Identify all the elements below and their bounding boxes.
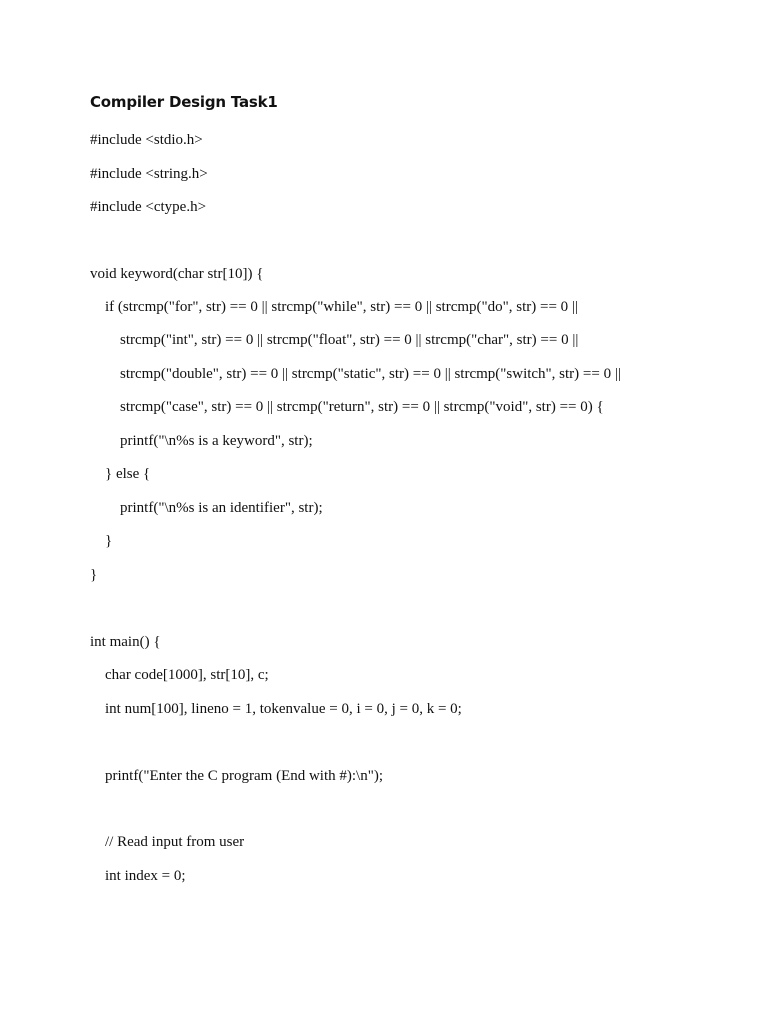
code-line-if-condition-2: strcmp("int", str) == 0 || strcmp("float", str) == 0 || strcmp("char", str) == 0 ||	[120, 332, 579, 348]
code-line-close-if: }	[105, 533, 113, 549]
document-title: Compiler Design Task1	[90, 93, 278, 111]
code-line-if-condition-1: if (strcmp("for", str) == 0 || strcmp("while", str) == 0 || strcmp("do", str) == 0 ||	[105, 299, 578, 315]
code-line-keyword-signature: void keyword(char str[10]) {	[90, 266, 264, 282]
code-line-printf-prompt: printf("Enter the C program (End with #):\n");	[105, 768, 384, 784]
code-line-close-function: }	[90, 567, 98, 583]
code-line-include-stdio: #include <stdio.h>	[90, 132, 203, 148]
code-line-int-declaration: int num[100], lineno = 1, tokenvalue = 0, i = 0, j = 0, k = 0;	[105, 701, 462, 717]
code-line-if-condition-3: strcmp("double", str) == 0 || strcmp("static", str) == 0 || strcmp("switch", str) == 0 ||	[120, 366, 621, 382]
code-line-include-string: #include <string.h>	[90, 166, 208, 182]
code-line-int-index: int index = 0;	[105, 868, 186, 884]
code-line-main-signature: int main() {	[90, 634, 161, 650]
code-line-include-ctype: #include <ctype.h>	[90, 199, 207, 215]
code-line-char-declaration: char code[1000], str[10], c;	[105, 667, 269, 683]
code-line-if-condition-4: strcmp("case", str) == 0 || strcmp("return", str) == 0 || strcmp("void", str) == 0) {	[120, 399, 604, 415]
code-line-printf-keyword: printf("\n%s is a keyword", str);	[120, 433, 313, 449]
code-line-printf-identifier: printf("\n%s is an identifier", str);	[120, 500, 323, 516]
code-line-else: } else {	[105, 466, 151, 482]
code-line-comment: // Read input from user	[105, 834, 245, 850]
